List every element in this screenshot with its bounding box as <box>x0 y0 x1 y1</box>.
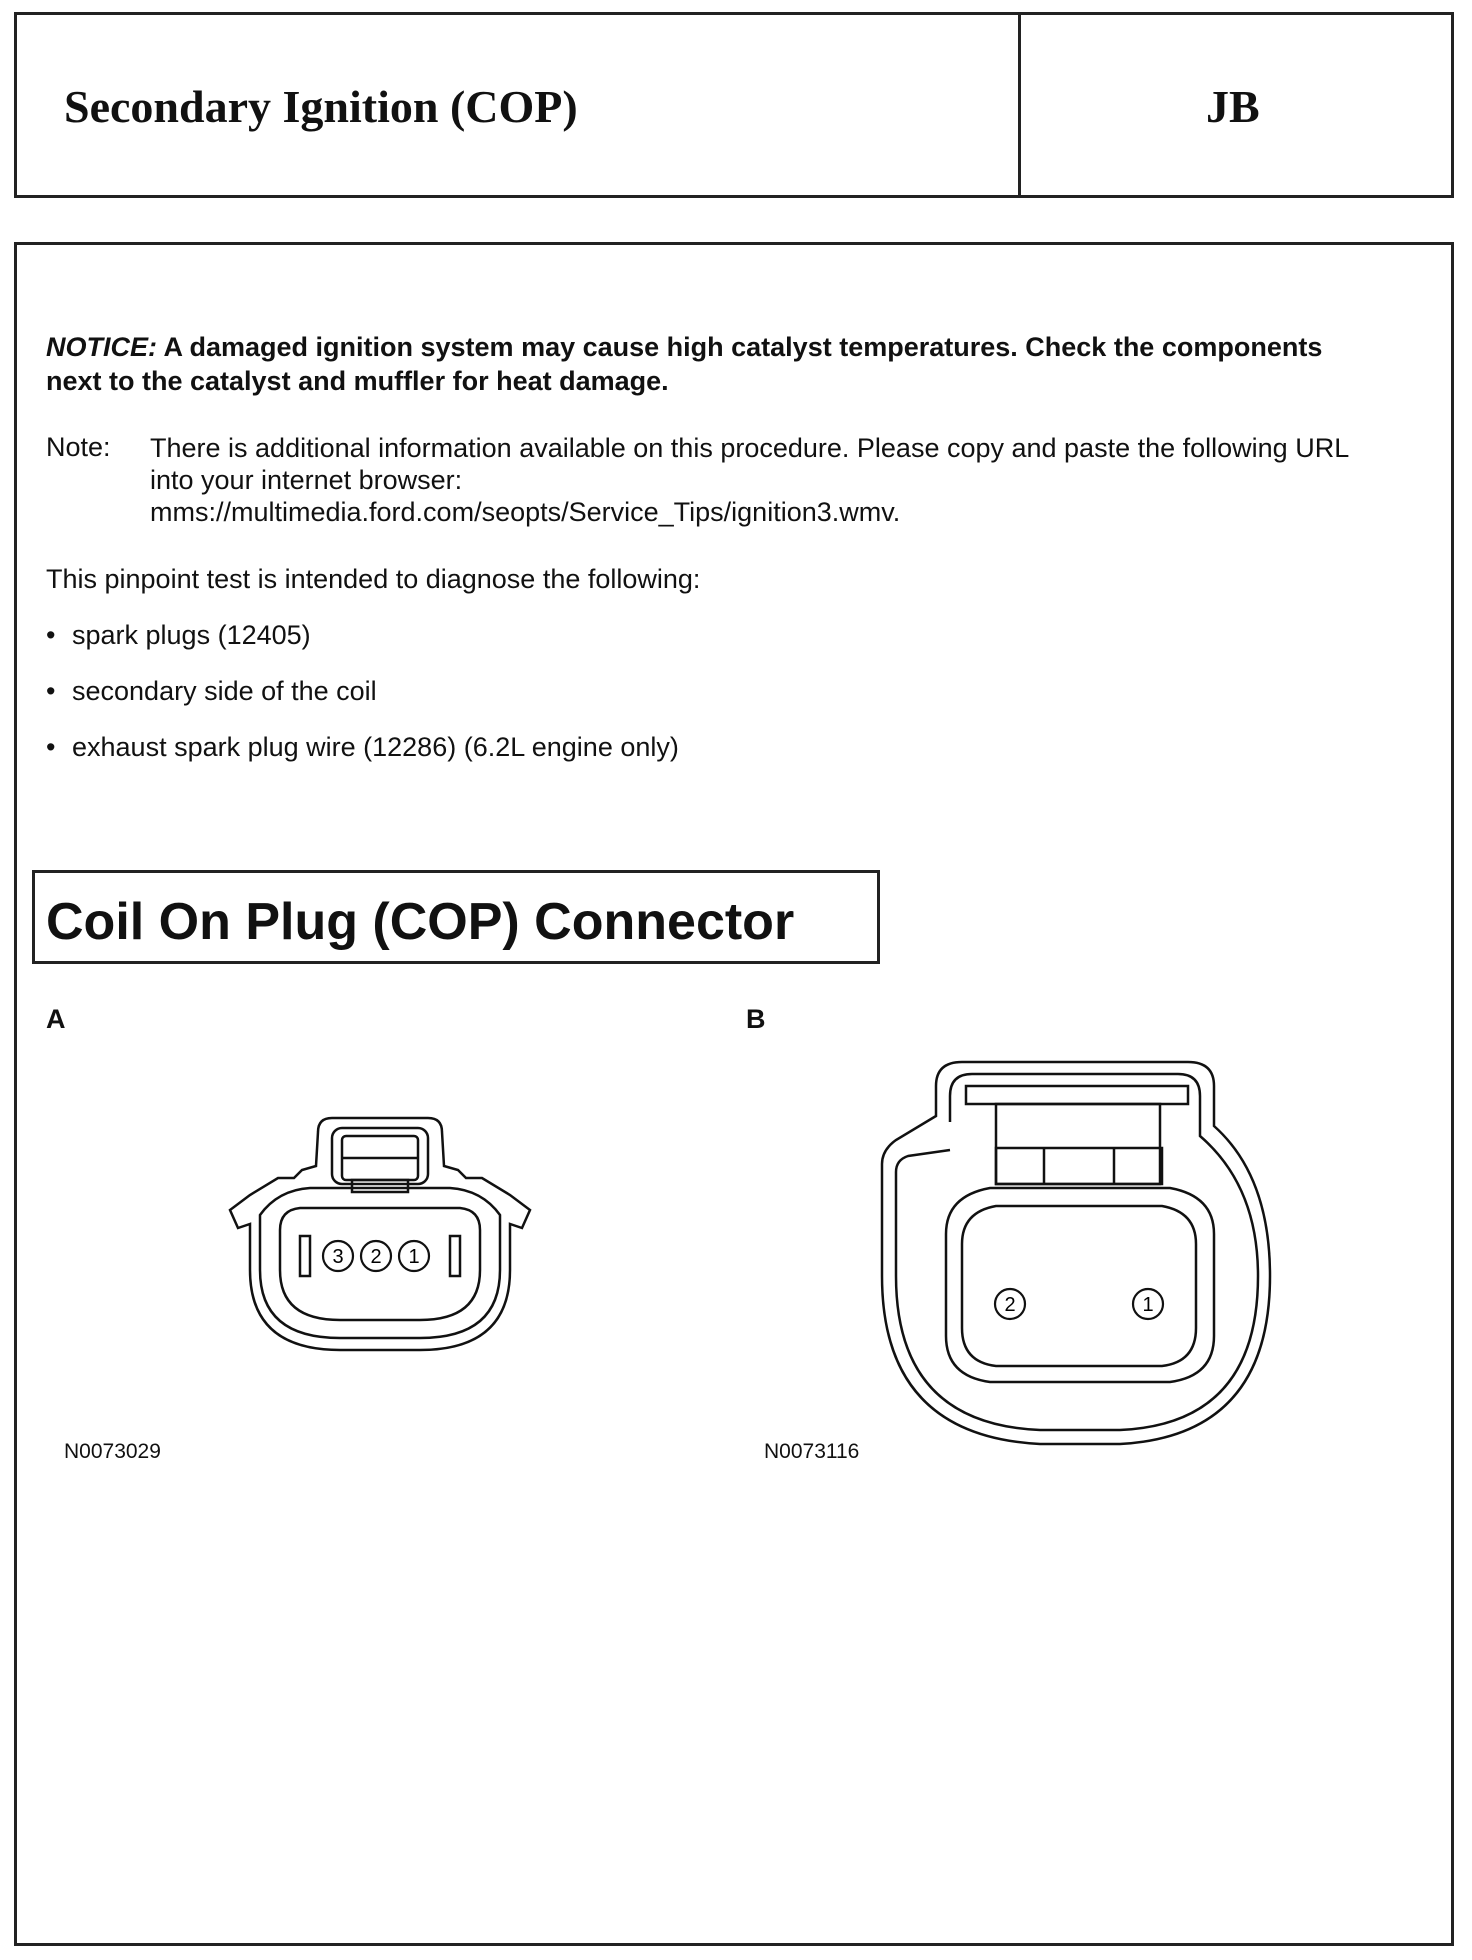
note-text: There is additional information available on this procedure. Please copy and paste the following URL into your internet browser: <box>150 433 1349 495</box>
list-item <box>46 732 679 763</box>
figure-b-id: N0073116 <box>764 1440 860 1463</box>
figure-a-label: A <box>46 1004 66 1034</box>
bullet-icon: • <box>46 732 56 762</box>
pin-label: 3 <box>332 1246 344 1268</box>
list-item-text: exhaust spark plug wire (12286) (6.2L engine only) <box>72 732 679 762</box>
bullet-icon: • <box>46 676 56 706</box>
pin-label: 2 <box>1004 1294 1016 1316</box>
pin-label: 1 <box>408 1246 420 1268</box>
connector-b-diagram <box>870 1056 1290 1456</box>
notice <box>46 330 1366 398</box>
connector-a-diagram <box>220 1100 540 1360</box>
list-item <box>46 620 311 651</box>
page-title: Secondary Ignition (COP) <box>64 81 578 132</box>
section-code: JB <box>1206 81 1260 132</box>
figure-b-label: B <box>746 1004 766 1034</box>
section-title: Coil On Plug (COP) Connector <box>46 893 795 951</box>
note-label: Note: <box>46 432 111 462</box>
list-item-text: spark plugs (12405) <box>72 620 311 650</box>
figure-a-id: N0073029 <box>64 1440 161 1463</box>
list-item <box>46 676 377 707</box>
note-body <box>150 432 1380 528</box>
connector-b-pins <box>995 1289 1163 1319</box>
notice-text: A damaged ignition system may cause high catalyst temperatures. Check the components next to the catalyst and muffler for heat damage. <box>46 332 1323 396</box>
list-item-text: secondary side of the coil <box>72 676 377 706</box>
notice-label: NOTICE: <box>46 332 157 362</box>
pin-label: 1 <box>1142 1294 1154 1316</box>
note-url: mms://multimedia.ford.com/seopts/Service_Tips/ignition3.wmv. <box>150 497 901 527</box>
connector-a-pins <box>323 1241 429 1271</box>
header-divider <box>1018 12 1021 198</box>
intro-text: This pinpoint test is intended to diagnose the following: <box>46 564 701 594</box>
bullet-icon: • <box>46 620 56 650</box>
pin-label: 2 <box>370 1246 382 1268</box>
